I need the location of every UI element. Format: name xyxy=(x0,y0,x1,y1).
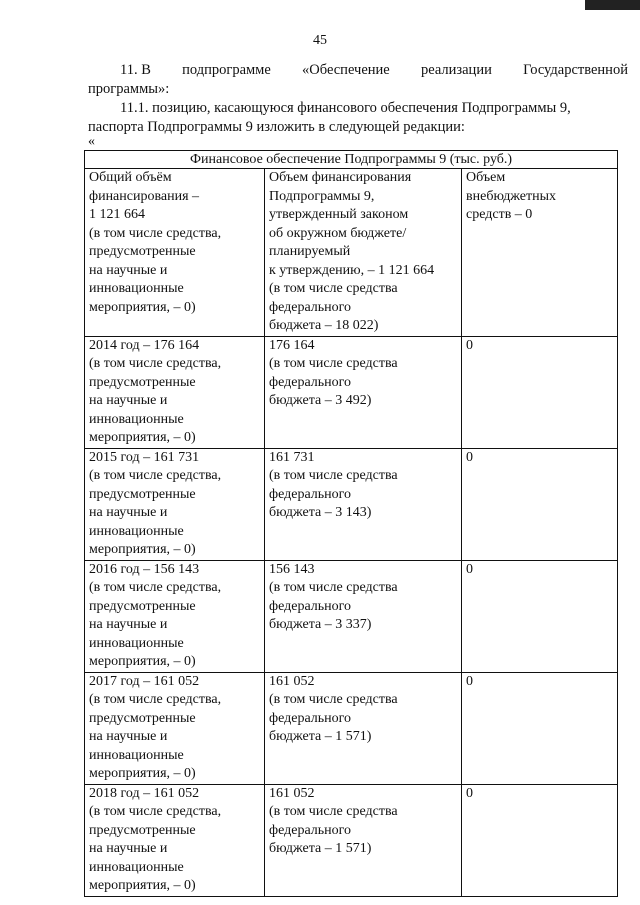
budget-cell: 161 052 (в том числе средства федерального бюджета – 1 571) xyxy=(265,784,462,896)
page-number: 45 xyxy=(313,33,327,48)
year-total-cell: 2017 год – 161 052 (в том числе средства, предусмотренные на научные и инновационные мероприятия, – 0) xyxy=(85,672,265,784)
extrabudgetary-cell: 0 xyxy=(462,448,618,560)
budget-cell: 161 052 (в том числе средства федерального бюджета – 1 571) xyxy=(265,672,462,784)
intro-word: «Обеспечение xyxy=(302,62,390,78)
header-total-financing: Общий объём финансирования – 1 121 664 (в том числе средства, предусмотренные на научные и инновационные мероприятия, – 0) xyxy=(85,169,265,337)
intro-line-4: паспорта Подпрограммы 9 изложить в следующей редакции: xyxy=(88,119,465,135)
budget-cell: 156 143 (в том числе средства федерального бюджета – 3 337) xyxy=(265,560,462,672)
table-row xyxy=(85,784,618,896)
year-total-cell: 2014 год – 176 164 (в том числе средства, предусмотренные на научные и инновационные мероприятия, – 0) xyxy=(85,336,265,448)
table-row xyxy=(85,672,618,784)
header-budget-financing: Объем финансирования Подпрограммы 9, утвержденный законом об окружном бюджете/ планируемый к утверждению, – 1 121 664 (в том числе средства федерального бюджета – 18 022) xyxy=(265,169,462,337)
financing-table xyxy=(84,150,618,897)
extrabudgetary-cell: 0 xyxy=(462,560,618,672)
year-total-cell: 2018 год – 161 052 (в том числе средства, предусмотренные на научные и инновационные мероприятия, – 0) xyxy=(85,784,265,896)
extrabudgetary-cell: 0 xyxy=(462,784,618,896)
table-row xyxy=(85,336,618,448)
table-caption-row xyxy=(85,151,618,169)
intro-line-2: программы»: xyxy=(88,81,170,97)
intro-line-1 xyxy=(88,61,628,80)
item-number: 11. В xyxy=(120,62,151,78)
table-header-row xyxy=(85,169,618,337)
extrabudgetary-cell: 0 xyxy=(462,336,618,448)
table-caption: Финансовое обеспечение Подпрограммы 9 (тыс. руб.) xyxy=(85,151,618,169)
budget-cell: 161 731 (в том числе средства федерального бюджета – 3 143) xyxy=(265,448,462,560)
intro-word: реализации xyxy=(420,62,492,78)
table-row xyxy=(85,448,618,560)
year-total-cell: 2015 год – 161 731 (в том числе средства, предусмотренные на научные и инновационные мероприятия, – 0) xyxy=(85,448,265,560)
table-row xyxy=(85,560,618,672)
header-extrabudgetary: Объем внебюджетных средств – 0 xyxy=(462,169,618,337)
year-total-cell: 2016 год – 156 143 (в том числе средства, предусмотренные на научные и инновационные мероприятия, – 0) xyxy=(85,560,265,672)
budget-cell: 176 164 (в том числе средства федерального бюджета – 3 492) xyxy=(265,336,462,448)
scan-corner-mark xyxy=(585,0,640,10)
extrabudgetary-cell: 0 xyxy=(462,672,618,784)
intro-word: подпрограмме xyxy=(182,62,271,78)
intro-word: Государственной xyxy=(523,62,628,78)
intro-line-3: 11.1. позицию, касающуюся финансового обеспечения Подпрограммы 9, xyxy=(120,100,571,116)
opening-quote: « xyxy=(88,134,95,149)
